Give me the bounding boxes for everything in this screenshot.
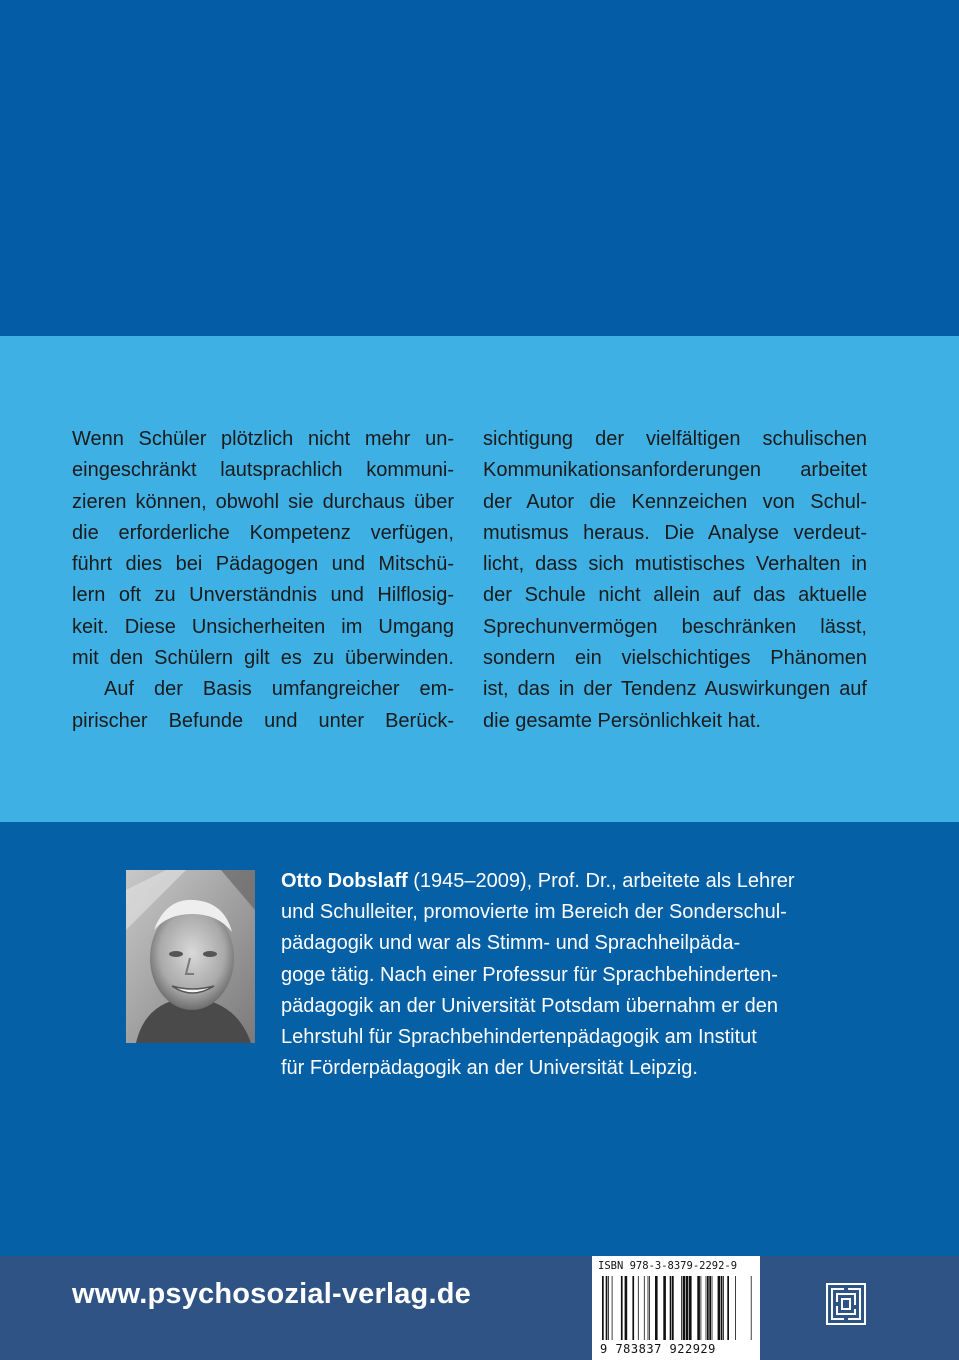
blurb-line: mutismus heraus. Die Analyse verdeut- — [483, 521, 867, 544]
blurb-left-column — [72, 424, 454, 737]
barcode-bar — [608, 1276, 609, 1340]
barcode-bar — [632, 1276, 634, 1340]
barcode-bars-icon — [602, 1276, 752, 1340]
blurb-line: die gesamte Persönlichkeit hat. — [483, 709, 761, 732]
blurb-line: pirischer Befunde und unter Berück- — [72, 709, 454, 732]
blurb-line: die erforderliche Kompetenz verfügen, — [72, 521, 454, 544]
barcode-bar — [638, 1276, 639, 1340]
barcode-bar — [683, 1276, 686, 1340]
blurb-line: keit. Diese Unsicherheiten im Umgang — [72, 615, 454, 638]
blurb-line: sondern ein vielschichtiges Phänomen — [483, 647, 867, 670]
blurb-line: der Autor die Kennzeichen von Schul- — [483, 490, 867, 513]
barcode-bar — [718, 1276, 721, 1340]
blurb-line: führt dies bei Pädagogen und Mitschü- — [72, 553, 454, 576]
author-bio-first-line — [281, 866, 821, 897]
blurb-line: mit den Schülern gilt es zu überwinden. — [72, 647, 454, 670]
barcode-bar — [648, 1276, 649, 1340]
barcode-bar — [649, 1276, 650, 1340]
author-name: Otto Dobslaff — [281, 870, 408, 892]
blurb-line: Kommunikationsanforderungen arbeitet — [483, 459, 867, 482]
publisher-url[interactable]: www.psychosozial-verlag.de — [72, 1278, 471, 1310]
blurb-line: licht, dass sich mutistisches Verhalten in — [483, 553, 867, 576]
barcode-bar — [735, 1276, 736, 1340]
barcode-bar — [625, 1276, 628, 1340]
barcode-bar — [612, 1276, 613, 1340]
barcode-bar — [621, 1276, 623, 1340]
barcode-bar — [706, 1276, 707, 1340]
author-bio-line: goge tätig. Nach einer Professur für Sprachbehinderten- — [281, 963, 778, 986]
blurb-line: sichtigung der vielfältigen schulischen — [483, 428, 867, 450]
blurb-line: ist, das in der Tendenz Auswirkungen auf — [483, 678, 867, 701]
blurb-line: Wenn Schüler plötzlich nicht mehr un- — [72, 428, 454, 450]
barcode-bar — [727, 1276, 729, 1340]
author-bio-text: (1945–2009), Prof. Dr., arbeitete als Lehrer — [407, 870, 795, 892]
author-bio-line: und Schulleiter, promovierte im Bereich der Sonderschul- — [281, 901, 787, 924]
barcode-bar — [689, 1276, 692, 1340]
barcode-bar — [723, 1276, 724, 1340]
author-bio-line: pädagogik und war als Stimm- und Sprachheilpäda- — [281, 932, 741, 955]
barcode-bar — [663, 1276, 666, 1340]
blurb-line: zieren können, obwohl sie durchaus über — [72, 490, 454, 513]
author-portrait-icon — [126, 870, 255, 1043]
barcode-bar — [701, 1276, 702, 1340]
top-color-band — [0, 0, 959, 336]
barcode-bar — [686, 1276, 689, 1340]
blurb-right-column — [483, 424, 867, 737]
barcode-bar — [681, 1276, 682, 1340]
author-bio-line: Lehrstuhl für Sprachbehindertenpädagogik am Institut — [281, 1026, 757, 1049]
blurb-line: Sprechunvermögen beschränken lässt, — [483, 615, 867, 638]
barcode-digits: 9 783837 922929 — [600, 1342, 716, 1356]
isbn-label: ISBN 978-3-8379-2292-9 — [598, 1260, 738, 1272]
author-bio-line: für Förderpädagogik an der Universität Leipzig. — [281, 1057, 698, 1080]
labyrinth-logo-icon — [826, 1283, 866, 1325]
barcode-bar — [602, 1276, 604, 1340]
blurb-line: der Schule nicht allein auf das aktuelle — [483, 584, 867, 607]
isbn-barcode — [592, 1256, 760, 1360]
barcode-bar — [721, 1276, 723, 1340]
barcode-bar — [644, 1276, 645, 1340]
barcode-bar — [751, 1276, 752, 1340]
blurb-line: eingeschränkt lautsprachlich kommuni- — [72, 459, 454, 482]
barcode-bar — [709, 1276, 711, 1340]
author-biography — [281, 866, 821, 1084]
author-bio-line: pädagogik an der Universität Potsdam übernahm er den — [281, 994, 778, 1017]
barcode-bar — [707, 1276, 709, 1340]
barcode-bar — [606, 1276, 608, 1340]
barcode-bar — [697, 1276, 700, 1340]
barcode-bar — [670, 1276, 672, 1340]
barcode-bar — [655, 1276, 658, 1340]
barcode-bar — [672, 1276, 674, 1340]
blurb-line: lern oft zu Unverständnis und Hilflosig- — [72, 584, 454, 607]
barcode-bar — [712, 1276, 713, 1340]
author-portrait-photo — [126, 870, 255, 1043]
blurb-line: Auf der Basis umfangreicher em- — [104, 678, 454, 701]
